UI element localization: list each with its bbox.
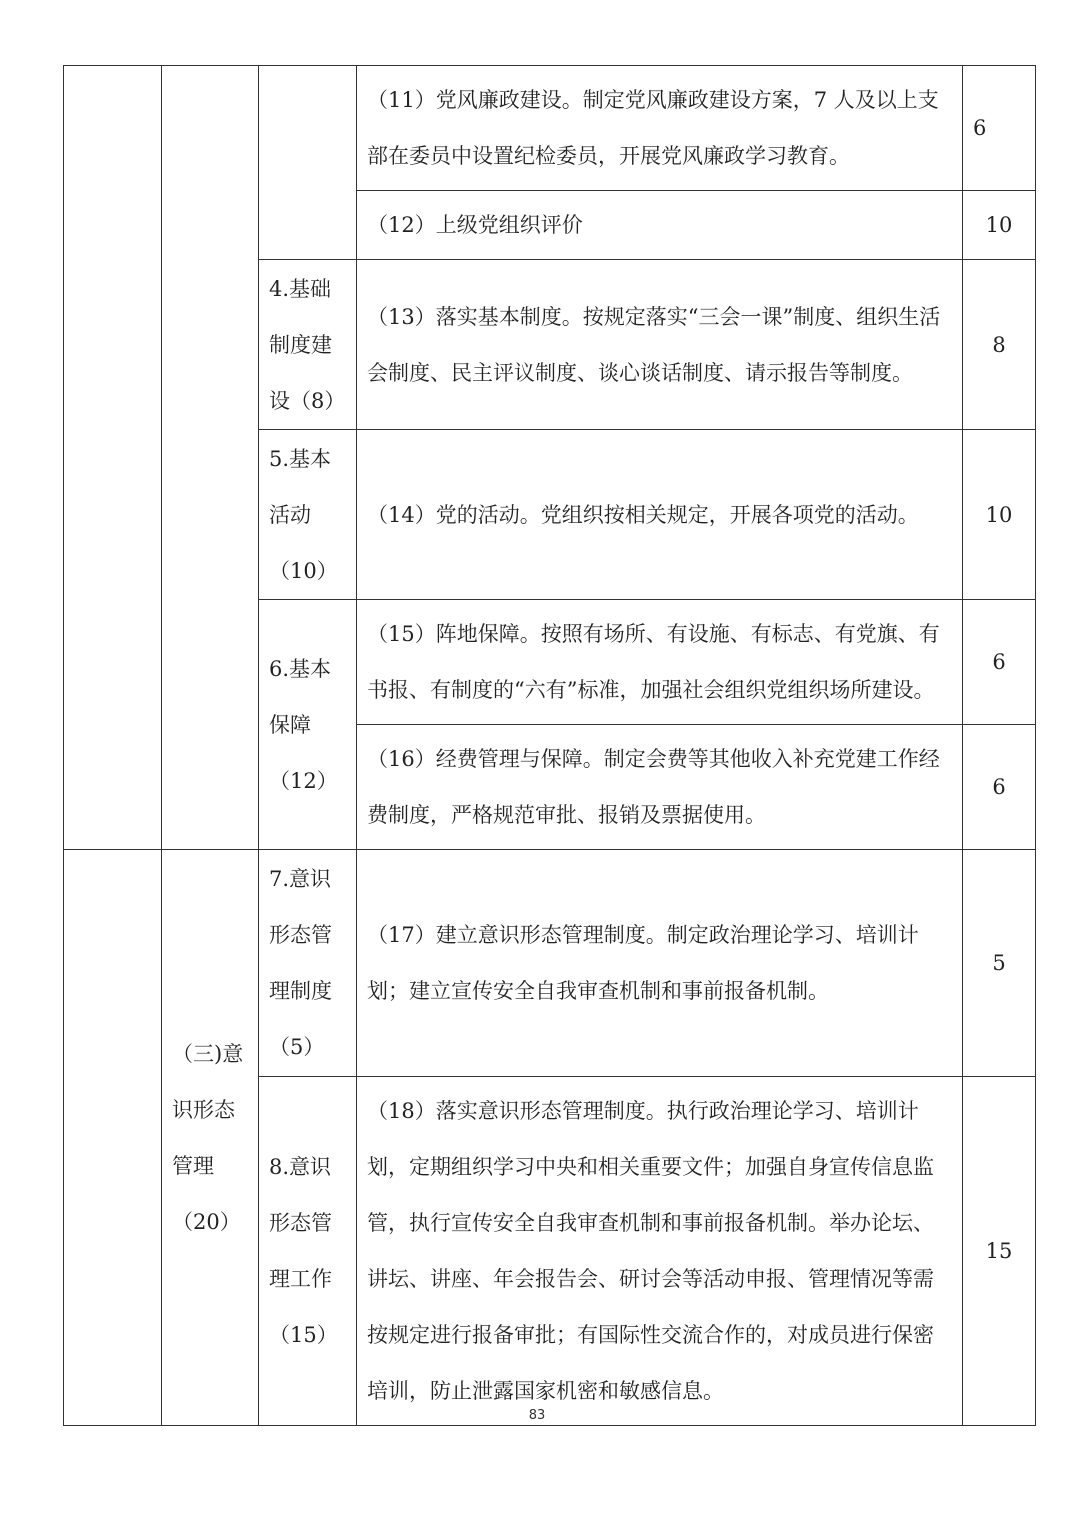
item-15-score: 6 bbox=[963, 600, 1036, 725]
item-14-text: （14）党的活动。党组织按相关规定，开展各项党的活动。 bbox=[357, 430, 963, 600]
blank-col-1 bbox=[64, 66, 162, 850]
item-12-text: （12）上级党组织评价 bbox=[357, 191, 963, 260]
subcategory-8: 8.意识形态管理工作（15） bbox=[259, 1077, 357, 1426]
blank-col-1-lower bbox=[64, 850, 162, 1426]
blank-col-2 bbox=[162, 66, 259, 850]
subcategory-5: 5.基本活动（10） bbox=[259, 430, 357, 600]
blank-col-3 bbox=[259, 66, 357, 260]
item-16-score: 6 bbox=[963, 725, 1036, 850]
item-12-score: 10 bbox=[963, 191, 1036, 260]
item-15-text: （15）阵地保障。按照有场所、有设施、有标志、有党旗、有书报、有制度的“六有”标准，加强社会组织党组织场所建设。 bbox=[357, 600, 963, 725]
item-11-text: （11）党风廉政建设。制定党风廉政建设方案，7 人及以上支部在委员中设置纪检委员，开展党风廉政学习教育。 bbox=[357, 66, 963, 191]
subcategory-4: 4.基础制度建设（8） bbox=[259, 260, 357, 430]
item-16-text: （16）经费管理与保障。制定会费等其他收入补充党建工作经费制度，严格规范审批、报销及票据使用。 bbox=[357, 725, 963, 850]
subcategory-6: 6.基本保障（12） bbox=[259, 600, 357, 850]
item-13-score: 8 bbox=[963, 260, 1036, 430]
item-18-score: 15 bbox=[963, 1077, 1036, 1426]
item-18-text: （18）落实意识形态管理制度。执行政治理论学习、培训计划，定期组织学习中央和相关重要文件；加强自身宣传信息监管，执行宣传安全自我审查机制和事前报备机制。举办论坛、讲坛、讲座、年会报告会、研讨会等活动申报、管理情况等需按规定进行报备审批；有国际性交流合作的，对成员进行保密培训，防止泄露国家机密和敏感信息。 bbox=[357, 1077, 963, 1426]
item-14-score: 10 bbox=[963, 430, 1036, 600]
item-17-text: （17）建立意识形态管理制度。制定政治理论学习、培训计划；建立宣传安全自我审查机制和事前报备机制。 bbox=[357, 850, 963, 1077]
subcategory-7: 7.意识形态管理制度（5） bbox=[259, 850, 357, 1077]
page-number: 83 bbox=[528, 1408, 546, 1423]
item-17-score: 5 bbox=[963, 850, 1036, 1077]
item-13-text: （13）落实基本制度。按规定落实“三会一课”制度、组织生活会制度、民主评议制度、谈心谈话制度、请示报告等制度。 bbox=[357, 260, 963, 430]
item-11-score: 6 bbox=[963, 66, 1036, 191]
evaluation-table bbox=[63, 65, 1036, 1426]
category-3: （三)意识形态管理（20） bbox=[162, 850, 259, 1426]
